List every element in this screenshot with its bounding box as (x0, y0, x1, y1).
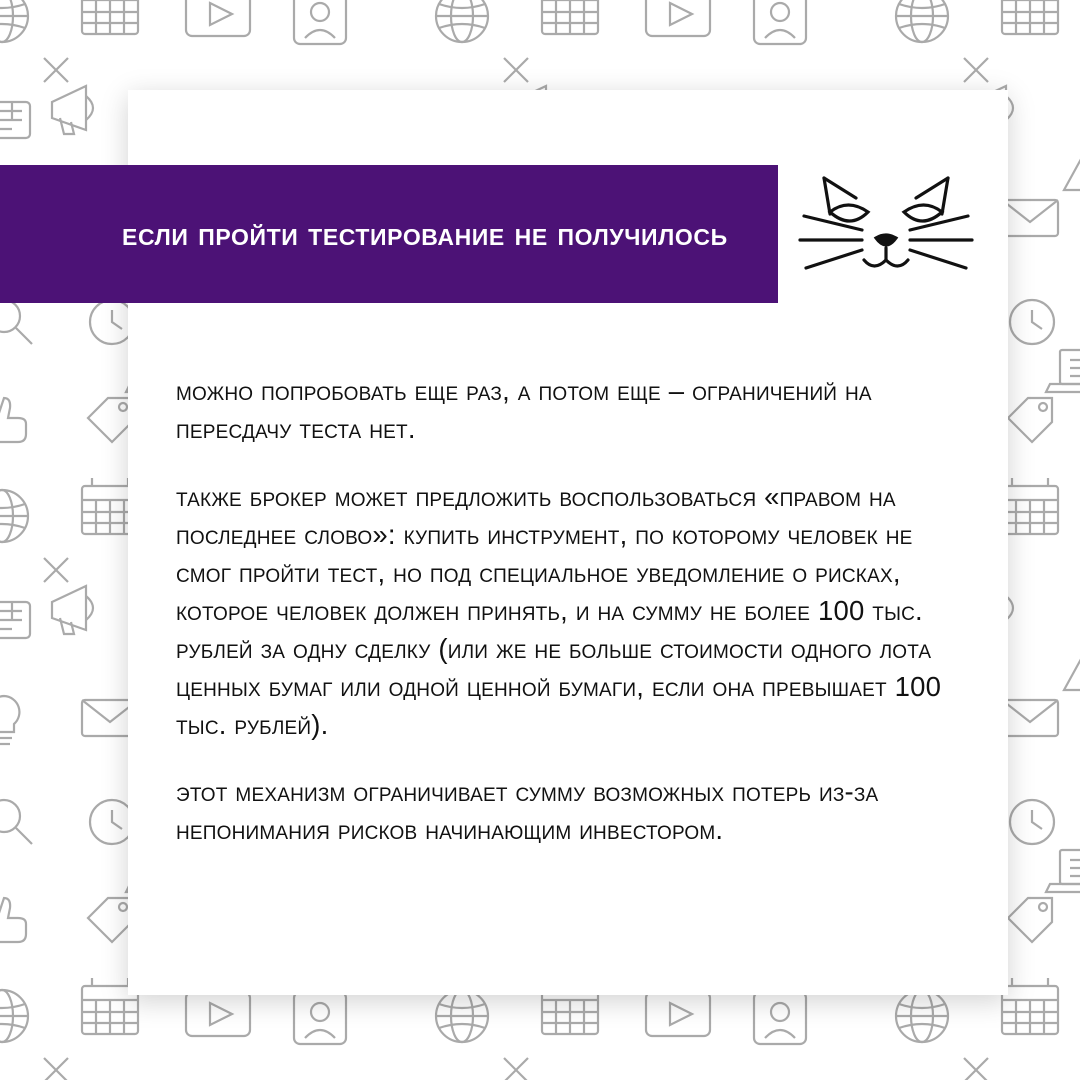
body-paragraph-2: также брокер может предложить воспользоваться «правом на последнее слово»: купить инструмент, по которому человек не смог пройти тест, но под специальное уведомление о рисках, которое человек должен принять, и на сумму не более 100 тыс. рублей за одну сделку (или же не больше стоимости одного лота ценных бумаг или одной ценной бумаги, если она превышает 100 тыс. рублей). (176, 480, 942, 740)
body-paragraph-3: этот механизм ограничивает сумму возможных потерь из-за непонимания рисков начинающим инвестором. (176, 776, 879, 846)
page-title: если пройти тестирование не получилось (122, 215, 728, 253)
body-paragraph-1: можно попробовать еще раз, а потом еще – ограничений на пересдачу теста нет. (176, 375, 872, 444)
title-band (0, 165, 778, 303)
cat-face-icon (790, 168, 990, 318)
body-copy (176, 372, 968, 849)
